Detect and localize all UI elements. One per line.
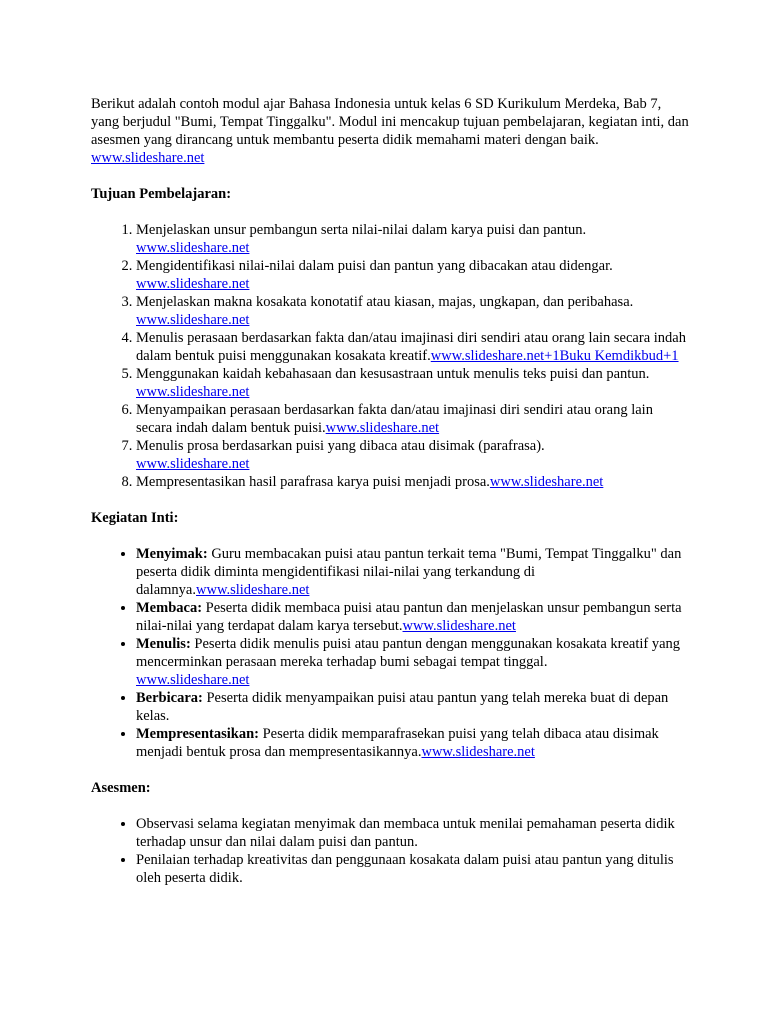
kegiatan-item [136,689,691,725]
tujuan-item-text: Mempresentasikan hasil parafrasa karya puisi menjadi prosa. [136,474,490,490]
kegiatan-item-text: Peserta didik menyampaikan puisi atau pantun yang telah mereka buat di depan kelas. [136,690,669,724]
kegiatan-item-text: Guru membacakan puisi atau pantun terkait tema "Bumi, Tempat Tinggalku" dan peserta didik diminta mengidentifikasi nilai-nilai yang terkandung di dalamnya. [136,546,682,598]
kegiatan-item-link[interactable]: www.slideshare.net [136,672,250,688]
tujuan-item [136,293,691,329]
tujuan-item-link[interactable]: www.slideshare.net [136,312,250,328]
kegiatan-heading: Kegiatan Inti: [91,510,179,526]
kegiatan-item-link[interactable]: www.slideshare.net [196,582,310,598]
kegiatan-item-text: Peserta didik menulis puisi atau pantun dengan menggunakan kosakata kreatif yang mencerminkan perasaan mereka terhadap bumi sebagai tempat tinggal. [136,636,681,670]
tujuan-item [136,437,691,473]
kegiatan-item-link[interactable]: www.slideshare.net [402,618,516,634]
tujuan-item-text: Mengidentifikasi nilai-nilai dalam puisi dan pantun yang dibacakan atau didengar. [136,258,613,274]
tujuan-item [136,473,691,491]
kegiatan-item [136,635,691,689]
asesmen-item: • Observasi selama kegiatan menyimak dan membaca untuk menilai pemahaman peserta didik terhadap unsur dan nilai dalam puisi dan pantun. [136,815,691,851]
tujuan-item-link[interactable]: www.slideshare.net [136,240,250,256]
kegiatan-item-label: Membaca: [136,600,203,616]
kegiatan-item [136,725,691,761]
tujuan-heading: Tujuan Pembelajaran: [91,186,232,202]
tujuan-item-link[interactable]: www.slideshare.net [136,456,250,472]
tujuan-item-text: Menulis perasaan berdasarkan fakta dan/atau imajinasi diri sendiri atau orang lain secara indah dalam bentuk puisi menggunakan kosakata kreatif. [136,330,686,364]
tujuan-item-link[interactable]: www.slideshare.net [489,474,604,490]
tujuan-item-text: Menjelaskan makna kosakata konotatif atau kiasan, majas, ungkapan, dan peribahasa. [136,294,634,310]
tujuan-item [136,221,691,257]
kegiatan-item [136,545,691,599]
kegiatan-item-label: Berbicara: [136,690,203,706]
kegiatan-item-label: Menulis: [136,636,191,652]
intro-text: Berikut adalah contoh modul ajar Bahasa Indonesia untuk kelas 6 SD Kurikulum Merdeka, Bab 7, yang berjudul "Bumi, Tempat Tinggalku". Modul ini mencakup tujuan pembelajaran, kegiatan inti, dan asesmen yang dirancang untuk membantu peserta didik memahami materi dengan baik. [91,96,689,148]
kegiatan-item-text: Peserta didik memparafrasekan puisi yang telah dibaca atau disimak menjadi bentuk prosa dan mempresentasikannya. [136,726,659,760]
tujuan-item [136,401,691,437]
tujuan-item-text: Menulis prosa berdasarkan puisi yang dibaca atau disimak (parafrasa). [136,438,545,454]
tujuan-item-text: Menyampaikan perasaan berdasarkan fakta dan/atau imajinasi diri sendiri atau orang lain secara indah dalam bentuk puisi. [136,402,653,436]
asesmen-list [91,815,691,887]
kegiatan-item-link[interactable]: www.slideshare.net [421,744,535,760]
tujuan-item-link[interactable]: www.slideshare.net [325,420,440,436]
document-page [91,95,691,905]
tujuan-item-link[interactable]: www.slideshare.net [136,384,250,400]
intro-link[interactable]: www.slideshare.net [91,150,205,166]
kegiatan-item [136,599,691,635]
kegiatan-item-label: Mempresentasikan: [136,726,259,742]
tujuan-item [136,329,691,365]
intro-paragraph [91,95,691,167]
kegiatan-list [91,545,691,761]
tujuan-item-text: Menggunakan kaidah kebahasaan dan kesusastraan untuk menulis teks puisi dan pantun. [136,366,650,382]
asesmen-item: • Penilaian terhadap kreativitas dan penggunaan kosakata dalam puisi atau pantun yang ditulis oleh peserta didik. [136,851,691,887]
asesmen-heading: Asesmen: [91,780,151,796]
kegiatan-item-text: Peserta didik membaca puisi atau pantun dan menjelaskan unsur pembangun serta nilai-nilai yang terdapat dalam karya tersebut. [136,600,682,634]
kegiatan-item-label: Menyimak: [136,546,208,562]
tujuan-item [136,257,691,293]
tujuan-list [91,221,691,491]
tujuan-item [136,365,691,401]
tujuan-item-text: Menjelaskan unsur pembangun serta nilai-nilai dalam karya puisi dan pantun. [136,222,587,238]
tujuan-item-link[interactable]: www.slideshare.net [136,276,250,292]
tujuan-item-link[interactable]: www.slideshare.net+1Buku Kemdikbud+1 [430,348,679,364]
